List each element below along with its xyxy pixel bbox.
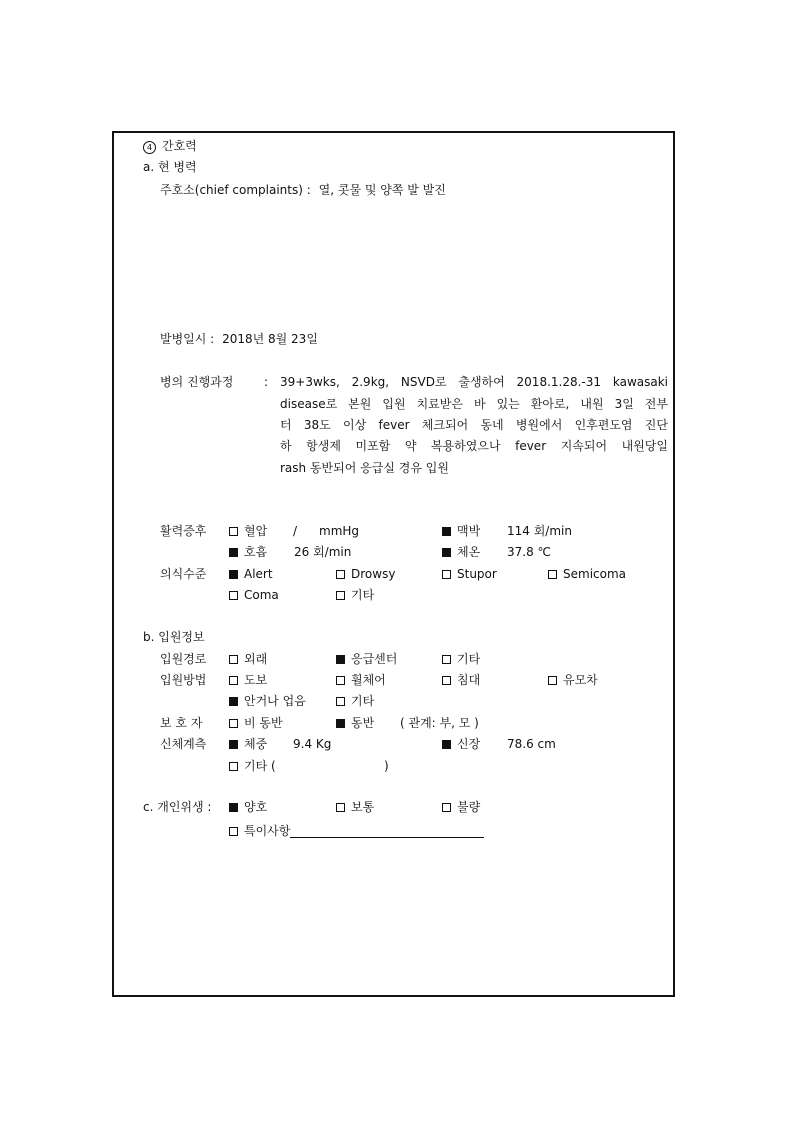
course-line: 하 항생제 미포함 약 복용하였으나 fever 지속되어 내원당일 (280, 439, 668, 453)
admission-heading: b. 입원정보 (143, 630, 205, 644)
consciousness-option (229, 588, 279, 602)
method-option-label: 도보 (244, 673, 268, 687)
guardian-label: 보 호 자 (160, 716, 203, 730)
method-option (442, 673, 480, 687)
method-checkbox[interactable] (442, 676, 451, 685)
course-line: rash 동반되어 응급실 경유 입원 (280, 461, 449, 475)
consciousness-option-label: Drowsy (351, 567, 396, 581)
hygiene-option-label: 양호 (244, 800, 268, 814)
guardian-option-label: 비 동반 (244, 716, 283, 730)
consciousness-checkbox[interactable] (336, 570, 345, 579)
consciousness-label: 의식수준 (160, 567, 207, 581)
consciousness-checkbox[interactable] (548, 570, 557, 579)
hygiene-heading: c. 개인위생 : (143, 800, 212, 814)
temp-value: 37.8 ℃ (507, 545, 552, 559)
course-label: 병의 진행과정 (160, 375, 234, 389)
consciousness-checkbox[interactable] (442, 570, 451, 579)
method-checkbox[interactable] (229, 676, 238, 685)
route-checkbox[interactable] (229, 655, 238, 664)
chief-complaint-label: 주호소(chief complaints) : (160, 183, 311, 197)
consciousness-option (442, 567, 497, 581)
guardian-checkbox[interactable] (336, 719, 345, 728)
pulse-checkbox[interactable] (442, 527, 451, 536)
weight-item (229, 737, 267, 751)
nursing-history-form-frame (112, 131, 675, 997)
method-option-label: 기타 (351, 694, 375, 708)
hygiene-option (442, 800, 480, 814)
height-item (442, 737, 480, 751)
consciousness-checkbox[interactable] (336, 591, 345, 600)
body-other-label: 기타 ( (244, 759, 276, 773)
special-notes-checkbox[interactable] (229, 827, 238, 836)
circled-number: 4 (143, 141, 156, 154)
guardian-relation: ( 관계: 부, 모 ) (400, 716, 479, 730)
height-checkbox[interactable] (442, 740, 451, 749)
temp-label: 체온 (457, 545, 481, 559)
consciousness-checkbox[interactable] (229, 591, 238, 600)
section-title-text: 간호력 (162, 139, 197, 153)
hygiene-checkbox[interactable] (229, 803, 238, 812)
special-notes-line[interactable] (290, 825, 484, 838)
method-option (229, 694, 306, 708)
chief-complaint-value: 열, 콧물 및 양쪽 발 발진 (318, 183, 446, 197)
history-heading: a. 현 병력 (143, 160, 197, 174)
method-label: 입원방법 (160, 673, 207, 687)
bp-label: 혈압 (244, 524, 268, 538)
method-option-label: 안거나 업음 (244, 694, 306, 708)
method-option (336, 694, 374, 708)
resp-label: 호흡 (244, 545, 268, 559)
consciousness-option-label: 기타 (351, 588, 375, 602)
hygiene-option-label: 보통 (351, 800, 375, 814)
hygiene-option (336, 800, 374, 814)
route-option (336, 652, 397, 666)
hygiene-option-label: 불량 (457, 800, 481, 814)
guardian-option-label: 동반 (351, 716, 375, 730)
route-option-label: 응급센터 (351, 652, 398, 666)
bp-checkbox[interactable] (229, 527, 238, 536)
consciousness-option-label: Stupor (457, 567, 497, 581)
course-line: 39+3wks, 2.9kg, NSVD로 출생하여 2018.1.28.-31 kawasaki (280, 375, 668, 389)
chief-complaint-row (160, 183, 446, 197)
body-other-checkbox[interactable] (229, 762, 238, 771)
consciousness-checkbox[interactable] (229, 570, 238, 579)
route-option-label: 기타 (457, 652, 481, 666)
special-notes-label: 특이사항 (244, 824, 291, 838)
guardian-option (336, 716, 374, 730)
special-notes-item (229, 824, 484, 838)
onset-row (160, 332, 318, 346)
resp-item (229, 545, 267, 559)
body-measure-label: 신체계측 (160, 737, 207, 751)
bp-separator: / (293, 524, 298, 538)
height-value: 78.6 cm (507, 737, 556, 751)
consciousness-option (336, 567, 395, 581)
method-option (548, 673, 598, 687)
hygiene-checkbox[interactable] (336, 803, 345, 812)
temp-item (442, 545, 480, 559)
method-option-label: 유모차 (563, 673, 598, 687)
route-checkbox[interactable] (442, 655, 451, 664)
bp-unit: mmHg (319, 524, 360, 538)
method-checkbox[interactable] (336, 697, 345, 706)
method-checkbox[interactable] (336, 676, 345, 685)
course-line: disease로 본원 입원 치료받은 바 있는 환아로, 내원 3일 전부 (280, 397, 668, 411)
consciousness-option-label: Alert (244, 567, 273, 581)
guardian-option (229, 716, 283, 730)
pulse-item (442, 524, 480, 538)
bp-item (229, 524, 267, 538)
method-option (229, 673, 267, 687)
onset-label: 발병일시 : (160, 332, 215, 346)
course-colon: : (264, 375, 269, 389)
vitals-label: 활력증후 (160, 524, 207, 538)
guardian-checkbox[interactable] (229, 719, 238, 728)
body-other-item (229, 759, 276, 773)
course-line: 터 38도 이상 fever 체크되어 동네 병원에서 인후편도염 진단 (280, 418, 668, 432)
body-other-close: ) (384, 759, 389, 773)
route-checkbox[interactable] (336, 655, 345, 664)
route-label: 입원경로 (160, 652, 207, 666)
consciousness-option (548, 567, 626, 581)
consciousness-option-label: Coma (244, 588, 279, 602)
section-title (143, 139, 197, 154)
temp-checkbox[interactable] (442, 548, 451, 557)
route-option (229, 652, 267, 666)
resp-checkbox[interactable] (229, 548, 238, 557)
hygiene-option (229, 800, 267, 814)
route-option-label: 외래 (244, 652, 268, 666)
method-checkbox[interactable] (548, 676, 557, 685)
height-label: 신장 (457, 737, 481, 751)
consciousness-option (229, 567, 273, 581)
method-checkbox[interactable] (229, 697, 238, 706)
method-option (336, 673, 386, 687)
pulse-label: 맥박 (457, 524, 481, 538)
route-option (442, 652, 480, 666)
weight-label: 체중 (244, 737, 268, 751)
onset-value: 2018년 8월 23일 (222, 332, 318, 346)
method-option-label: 휠체어 (351, 673, 386, 687)
consciousness-option-label: Semicoma (563, 567, 627, 581)
weight-value: 9.4 Kg (293, 737, 332, 751)
consciousness-option (336, 588, 374, 602)
resp-value: 26 회/min (294, 545, 352, 559)
method-option-label: 침대 (457, 673, 481, 687)
hygiene-checkbox[interactable] (442, 803, 451, 812)
weight-checkbox[interactable] (229, 740, 238, 749)
pulse-value: 114 회/min (507, 524, 572, 538)
